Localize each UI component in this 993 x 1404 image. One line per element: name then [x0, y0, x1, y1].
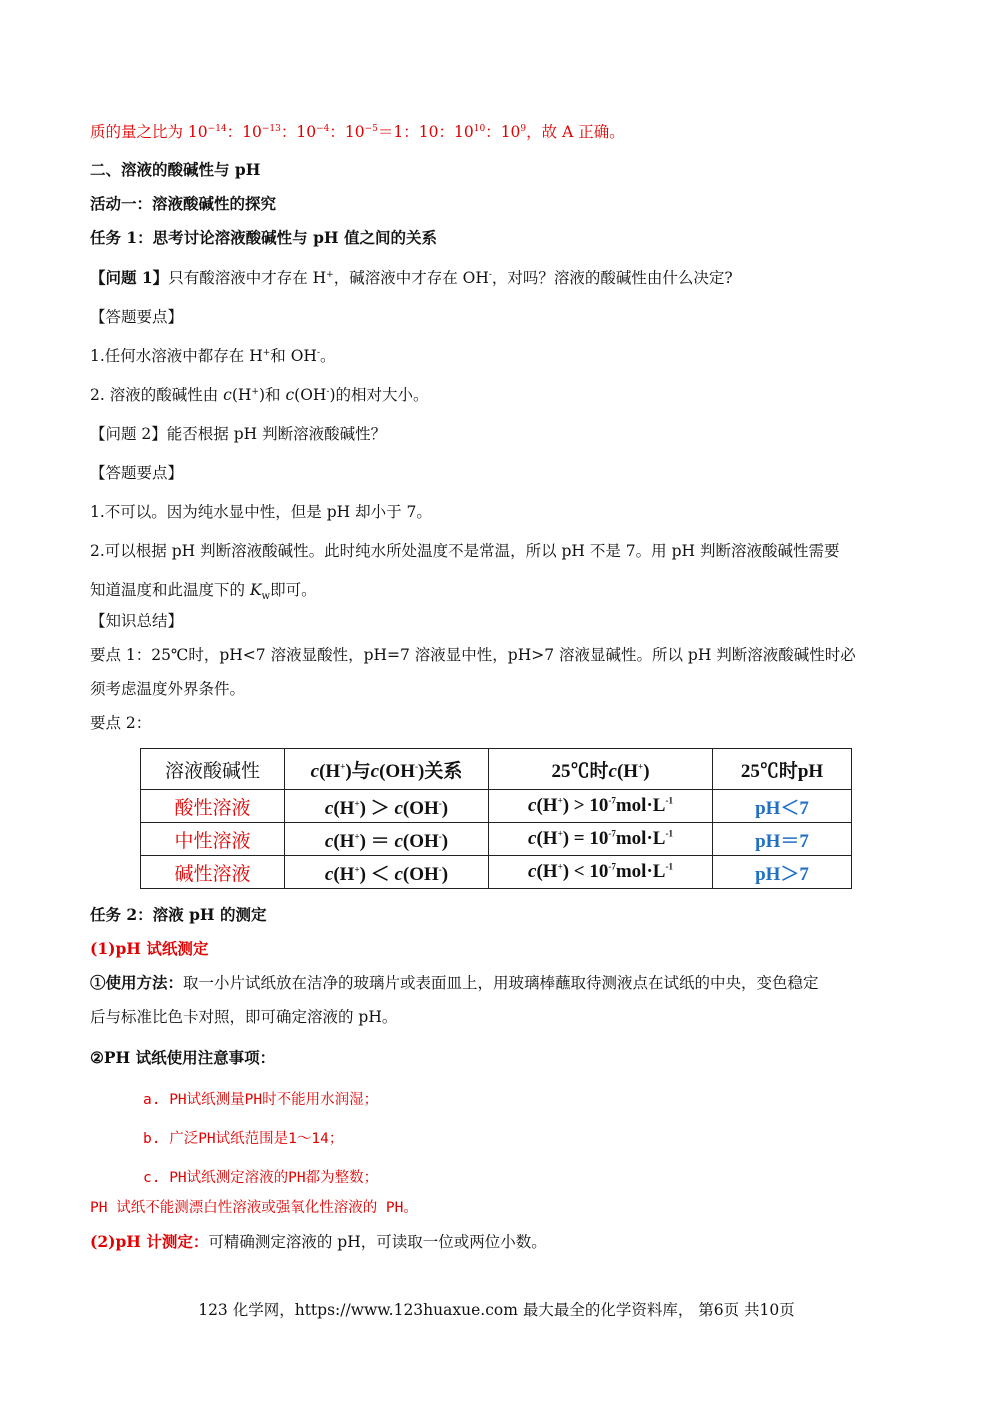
- answer-b2: 2.可以根据 pH 判断溶液酸碱性。此时纯水所处温度不是常温，所以 pH 不是 7。用 pH 判断溶液酸碱性需要: [90, 542, 840, 560]
- question-1: 【问题 1】只有酸溶液中才存在 H+，碱溶液中才存在 OH-，对吗？溶液的酸碱性由什么决定?: [90, 268, 733, 287]
- table-row: [141, 856, 852, 889]
- usage-line-1: ①使用方法：取一小片试纸放在洁净的玻璃片或表面皿上，用玻璃棒蘸取待测液点在试纸的中央，变色稳定: [90, 973, 819, 992]
- table-row: [141, 823, 852, 856]
- note-a: a. PH试纸测量PH时不能用水润湿；: [143, 1092, 379, 1108]
- row-label: 中性溶液: [141, 823, 285, 856]
- row-relation: c(H+) ＝ c(OH-): [285, 823, 489, 856]
- row-label: 酸性溶液: [141, 790, 285, 823]
- ph-paper-heading: (1)pH 试纸测定: [90, 939, 209, 958]
- ph-meter-line: (2)pH 计测定：可精确测定溶液的 pH，可读取一位或两位小数。: [90, 1232, 547, 1251]
- point-1-line-2: 须考虑温度外界条件。: [90, 680, 246, 698]
- question-2: 【问题 2】能否根据 pH 判断溶液酸碱性？: [90, 425, 387, 443]
- row-ph: pH＝7: [713, 823, 852, 856]
- task1-heading: 任务 1：思考讨论溶液酸碱性与 pH 值之间的关系: [90, 228, 437, 247]
- ratio-line: 质的量之比为 $10^{-14}$：$10^{-13}$：$10^{-4}$：$10^{-5}=1$：10：$10^{10}$：$10^9$，故 A 正确。: [90, 123, 625, 141]
- note-b: b. 广泛PH试纸范围是1～14；: [143, 1131, 344, 1147]
- header-concentration: 25℃时c(H+): [489, 749, 713, 790]
- answer-1: 1.任何水溶液中都存在 H+和 OH-。: [90, 347, 336, 365]
- row-concentration: $c(H^+) = 10^{-7}mol\cdot L^{-1}$: [489, 823, 713, 856]
- row-relation: c(H+) ＜ c(OH-): [285, 856, 489, 889]
- note-last: PH 试纸不能测漂白性溶液或强氧化性溶液的 PH。: [90, 1200, 418, 1216]
- row-ph: pH＞7: [713, 856, 852, 889]
- point-2: 要点 2：: [90, 714, 152, 732]
- note-c: c. PH试纸测定溶液的PH都为整数；: [143, 1170, 379, 1186]
- ph-table: [140, 748, 852, 889]
- row-concentration: $c(H^+) < 10^{-7}mol\cdot L^{-1}$: [489, 856, 713, 889]
- notice-heading: ②PH 试纸使用注意事项：: [90, 1048, 276, 1067]
- table-header-row: [141, 749, 852, 790]
- summary-tag: 【知识总结】: [90, 612, 184, 630]
- answer-2: 2. 溶液的酸碱性由 c(H+)和 c(OH-)的相对大小。: [90, 386, 429, 404]
- row-relation: c(H+) ＞ c(OH-): [285, 790, 489, 823]
- answer-b1: 1.不可以。因为纯水显中性，但是 pH 却小于 7。: [90, 503, 432, 521]
- row-label: 碱性溶液: [141, 856, 285, 889]
- header-relation: c(H+)与c(OH-)关系: [285, 749, 489, 790]
- section-heading: 二、溶液的酸碱性与 pH: [90, 160, 261, 179]
- answer-tag-2: 【答题要点】: [90, 464, 184, 482]
- answer-tag-1: 【答题要点】: [90, 308, 184, 326]
- row-concentration: $c(H^+) > 10^{-7}mol\cdot L^{-1}$: [489, 790, 713, 823]
- table-row: [141, 790, 852, 823]
- header-ph: 25℃时pH: [713, 749, 852, 790]
- row-ph: pH＜7: [713, 790, 852, 823]
- answer-b3: 知道温度和此温度下的 $K_w$即可。: [90, 581, 317, 603]
- usage-line-2: 后与标准比色卡对照，即可确定溶液的 pH。: [90, 1008, 398, 1026]
- task2-heading: 任务 2：溶液 pH 的测定: [90, 905, 267, 924]
- activity-heading: 活动一：溶液酸碱性的探究: [90, 194, 277, 213]
- header-acidity: 溶液酸碱性: [141, 749, 285, 790]
- page-footer: 123 化学网，https://www.123huaxue.com 最大最全的化学资料库， 第6页 共10页: [198, 1301, 795, 1319]
- point-1-line-1: 要点 1：25℃时，pH<7 溶液显酸性，pH=7 溶液显中性，pH>7 溶液显碱性。所以 pH 判断溶液酸碱性时必: [90, 646, 856, 664]
